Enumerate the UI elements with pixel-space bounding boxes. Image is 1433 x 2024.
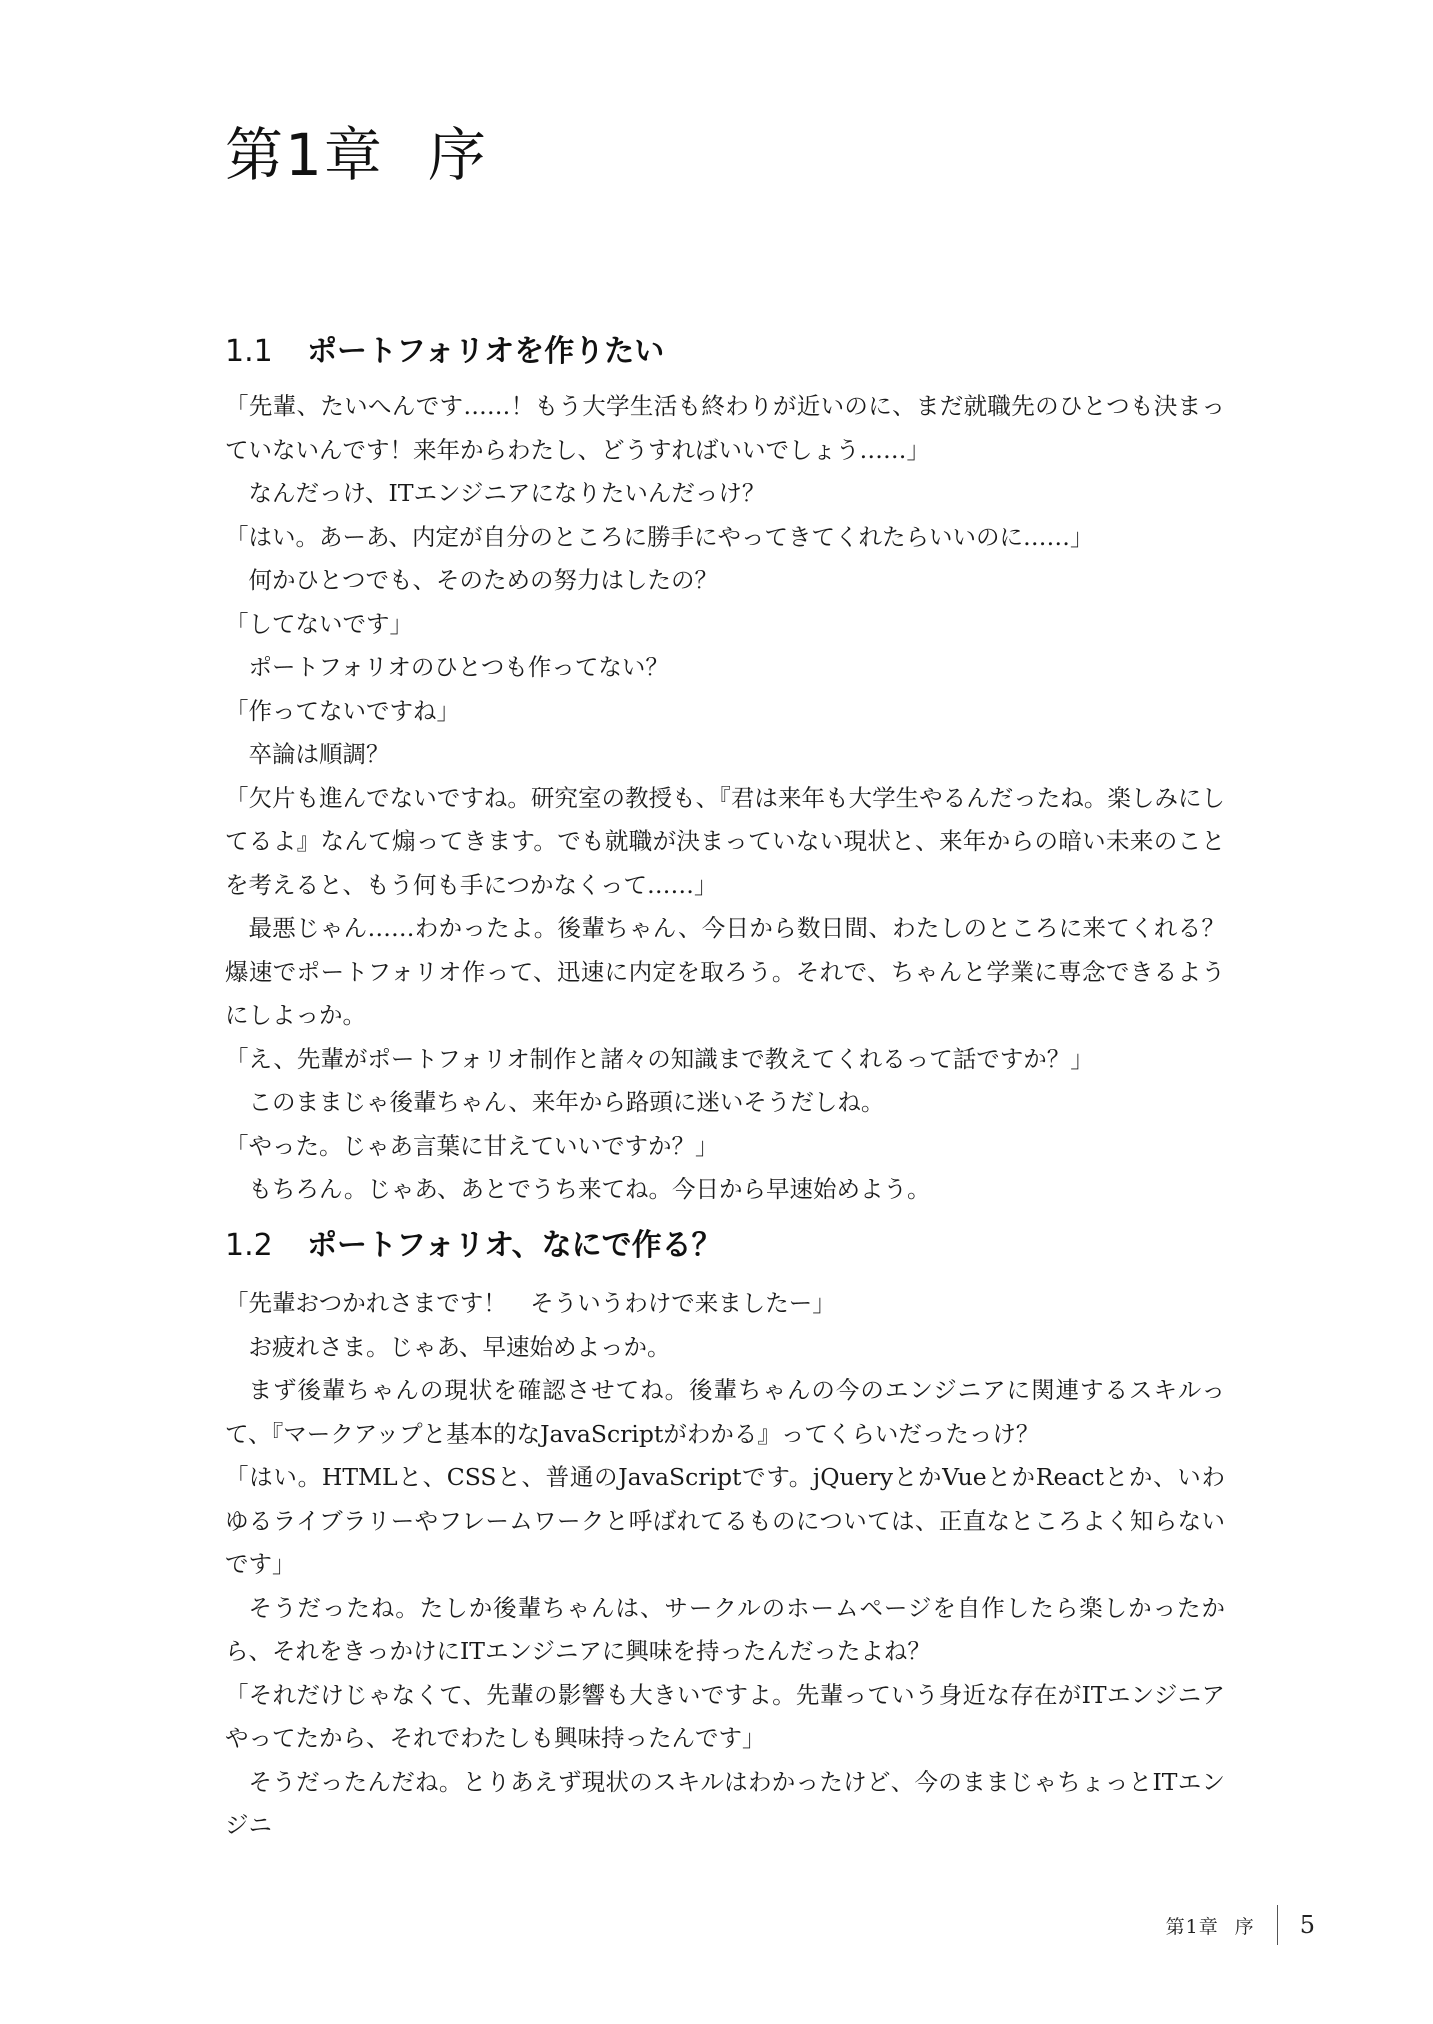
section-body-1-2 bbox=[225, 1282, 1225, 1848]
chapter-title bbox=[225, 108, 488, 192]
section-body-1-1 bbox=[225, 385, 1249, 1212]
paragraph: お疲れさま。じゃあ、早速始めよっか。 bbox=[248, 1332, 671, 1361]
section-number: 1.2 bbox=[225, 1228, 273, 1263]
paragraph: 何かひとつでも、そのための努力はしたの？ bbox=[248, 566, 719, 594]
chapter-number: 第1章 bbox=[225, 121, 384, 189]
paragraph: 「してないです」 bbox=[225, 609, 413, 638]
paragraph: 「先輩おつかれさまです！ そういうわけで来ましたー」 bbox=[225, 1289, 836, 1317]
paragraph: まず後輩ちゃんの現状を確認させてね。後輩ちゃんの今のエンジニアに関連するスキルって、『マークアップと基本的なJavaScriptがわかる』ってくらいだったっけ？ bbox=[225, 1376, 1225, 1448]
section-number: 1.1 bbox=[225, 334, 273, 369]
running-head bbox=[1166, 1912, 1255, 1939]
paragraph: 最悪じゃん……わかったよ。後輩ちゃん、今日から数日間、わたしのところに来てくれる？ 爆速でポートフォリオ作って、迅速に内定を取ろう。それで、ちゃんと学業に専念できるようにしよっか。 bbox=[225, 914, 1249, 1029]
paragraph: 卒論は順調？ bbox=[248, 740, 390, 768]
paragraph: 「はい。HTMLと、CSSと、普通のJavaScriptです。jQueryとかVueとかReactとか、いわゆるライブラリーやフレームワークと呼ばれてるものについては、正直なところよく知らないです」 bbox=[225, 1463, 1225, 1578]
paragraph: そうだったね。たしか後輩ちゃんは、サークルのホームページを自作したら楽しかったから、それをきっかけにITエンジニアに興味を持ったんだったよね？ bbox=[225, 1593, 1225, 1665]
section-title: ポートフォリオ、なにで作る？ bbox=[307, 1228, 722, 1263]
chapter-name: 序 bbox=[427, 121, 488, 189]
paragraph: そうだったんだね。とりあえず現状のスキルはわかったけど、今のままじゃちょっとITエンジニ bbox=[225, 1767, 1225, 1839]
running-head-chapter: 第1章 bbox=[1165, 1915, 1219, 1938]
paragraph: もちろん。じゃあ、あとでうち来てね。今日から早速始めよう。 bbox=[248, 1175, 931, 1203]
paragraph: 「え、先輩がポートフォリオ制作と諸々の知識まで教えてくれるって話ですか？」 bbox=[225, 1044, 1094, 1073]
paragraph: ポートフォリオのひとつも作ってない？ bbox=[248, 653, 669, 681]
paragraph: 「先輩、たいへんです……！もう大学生活も終わりが近いのに、まだ就職先のひとつも決まっていないんです！来年からわたし、どうすればいいでしょう……」 bbox=[225, 392, 1225, 464]
running-head-title: 序 bbox=[1234, 1915, 1255, 1938]
paragraph: 「はい。あーあ、内定が自分のところに勝手にやってきてくれたらいいのに……」 bbox=[225, 522, 1094, 551]
section-heading-1-2 bbox=[225, 1220, 722, 1264]
footer-divider bbox=[1277, 1905, 1278, 1945]
paragraph: 「作ってないですね」 bbox=[225, 696, 460, 725]
paragraph: 「やった。じゃあ言葉に甘えていいですか？」 bbox=[225, 1131, 719, 1160]
section-heading-1-1 bbox=[225, 326, 664, 370]
paragraph: このままじゃ後輩ちゃん、来年から路頭に迷いそうだしね。 bbox=[248, 1088, 885, 1116]
paragraph: 「欠片も進んでないですね。研究室の教授も、『君は来年も大学生やるんだったね。楽しみにしてるよ』なんて煽ってきます。でも就職が決まっていない現状と、来年からの暗い未来のことを考えると、もう何も手につかなくって……」 bbox=[225, 783, 1225, 899]
section-title: ポートフォリオを作りたい bbox=[307, 334, 665, 369]
page-footer bbox=[1166, 1905, 1315, 1945]
paragraph: 「それだけじゃなくて、先輩の影響も大きいですよ。先輩っていう身近な存在がITエンジニアやってたから、それでわたしも興味持ったんです」 bbox=[225, 1680, 1225, 1752]
page-number: 5 bbox=[1299, 1911, 1315, 1939]
paragraph: なんだっけ、ITエンジニアになりたいんだっけ？ bbox=[248, 479, 766, 507]
